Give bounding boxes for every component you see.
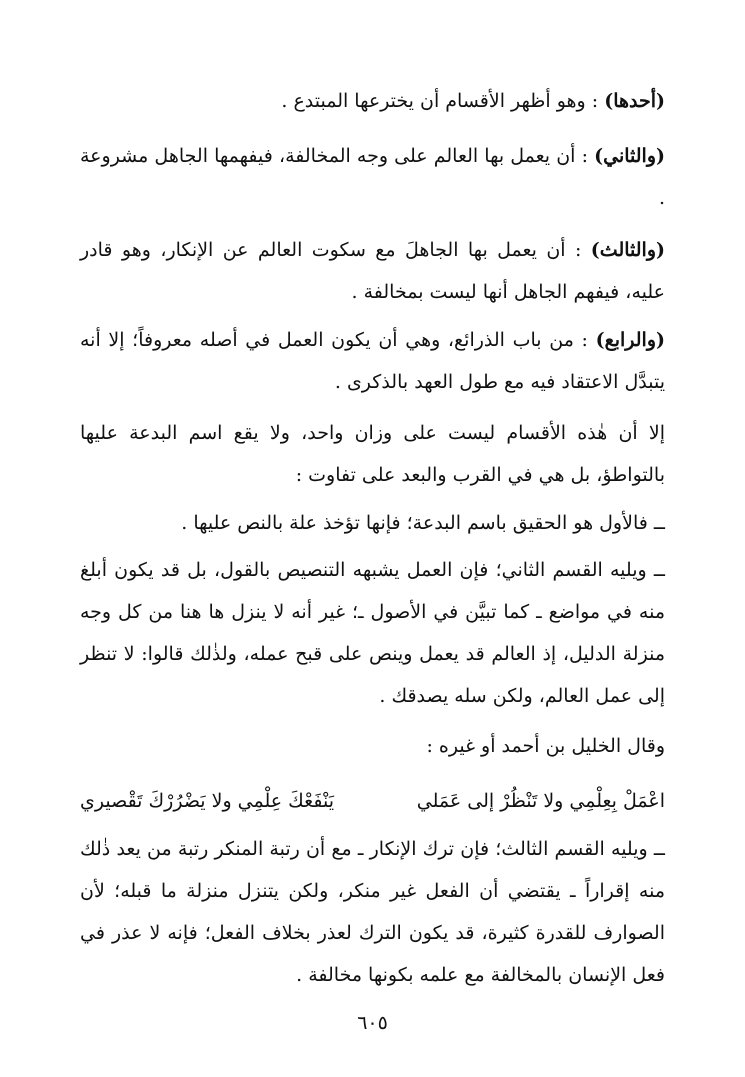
paragraph-text: : وهو أظهر الأقسام أن يخترعها المبتدع . xyxy=(281,90,599,112)
paragraph-text: : من باب الذرائع، وهي أن يكون العمل في أصله معروفاً؛ إلا أنه يتبدَّل الاعتقاد فيه مع طول العهد بالذكرى . xyxy=(80,329,665,393)
paragraph-first-type xyxy=(80,80,665,122)
paragraph-text: : أن يعمل بها العالم على وجه المخالفة، فيفهمها الجاهل مشروعة . xyxy=(80,145,665,209)
paragraph-text: : أن يعمل بها الجاهلَ مع سكوت العالم عن الإنكار، وهو قادر عليه، فيفهم الجاهل أنها ليست بمخالفة . xyxy=(80,239,665,303)
paragraph-text: ــ فالأول هو الحقيق باسم البدعة؛ فإنها تؤخذ علة بالنص عليها . xyxy=(181,512,665,534)
paragraph-fourth-type xyxy=(80,319,665,403)
paragraph-text: ــ ويليه القسم الثالث؛ فإن ترك الإنكار ـ مع أن رتبة المنكر رتبة من يعد ذٰلك منه إقراراً ـ يقتضي أن الفعل غير منكر، ولكن يتنزل منزلة ما قبله؛ لأن الصوارف للقدرة كثيرة، قد يكون الترك لعذر بخلاف الفعل؛ فإنه لا عذر في فعل الإنسان بالمخالفة مع علمه بكونها مخالفة . xyxy=(80,838,665,986)
paragraph-text: ــ ويليه القسم الثاني؛ فإن العمل يشبهه التنصيص بالقول، بل قد يكون أبلغ منه في مواضع ـ كما تبيَّن في الأصول ـ؛ غير أنه لا ينزل ها هنا من كل وجه منزلة الدليل، إذ العالم قد يعمل وينص على قبح عمله، ولذٰلك قالوا: لا تنظر إلى عمل العالم، ولكن سله يصدقك . xyxy=(80,559,665,707)
paragraph-third-category xyxy=(80,828,665,996)
page-number: ٦٠٥ xyxy=(357,1012,388,1034)
paragraph-verse-intro xyxy=(80,725,665,767)
paragraph-text: وقال الخليل بن أحمد أو غيره : xyxy=(426,735,665,757)
paragraph-categories-intro xyxy=(80,412,665,496)
paragraph-second-type xyxy=(80,135,665,219)
type-label-fourth: (والرابع) xyxy=(595,329,665,351)
paragraph-text: إلا أن هٰذه الأقسام ليست على وزان واحد، ولا يقع اسم البدعة عليها بالتواطؤ، بل هي في القرب والبعد على تفاوت : xyxy=(80,422,665,486)
verse-second-hemistich: يَنْفَعْكَ عِلْمِي ولا يَضْرُرْكَ تَقْصيري xyxy=(80,790,334,812)
type-label-third: (والثالث) xyxy=(590,239,665,261)
poetry-verse xyxy=(80,780,665,822)
type-label-first: (أحدها) xyxy=(604,90,665,112)
paragraph-first-category xyxy=(80,502,665,544)
type-label-second: (والثاني) xyxy=(594,145,665,167)
verse-first-hemistich: اعْمَلْ بِعِلْمِي ولا تَنْظُرْ إلى عَمَلي xyxy=(416,790,665,812)
paragraph-third-type xyxy=(80,229,665,313)
paragraph-second-category xyxy=(80,549,665,717)
